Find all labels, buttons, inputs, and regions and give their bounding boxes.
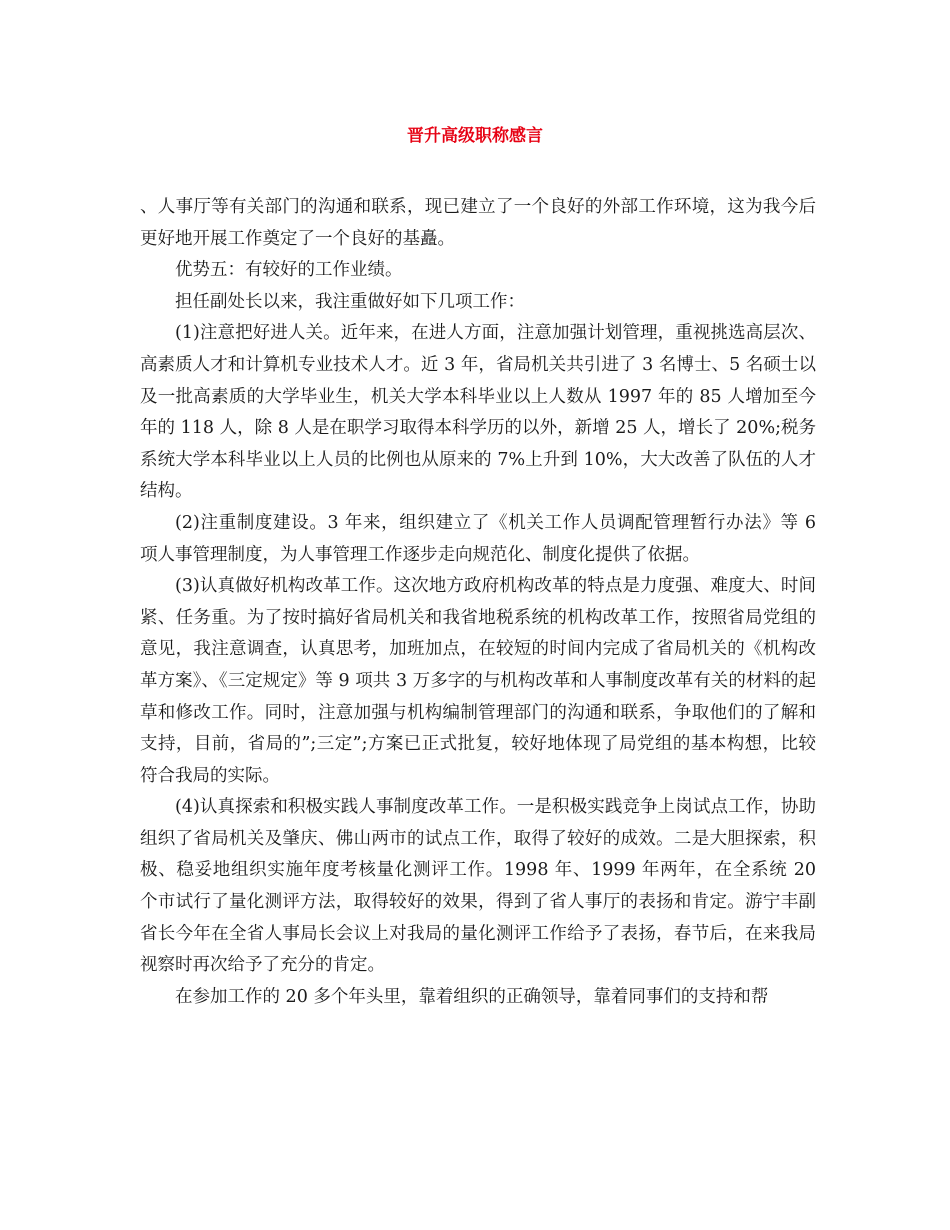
paragraph-work-intro: 担任副处长以来，我注重做好如下几项工作： (175, 291, 525, 312)
paragraph-closing: 在参加工作的 20 多个年头里，靠着组织的正确领导，靠着同事们的支持和帮 (175, 986, 769, 1007)
paragraph-continuation: 、人事厅等有关部门的沟通和联系，现已建立了一个良好的外部工作环境，这为我今后更好地开展工作奠定了一个良好的基矗。 (140, 197, 816, 249)
paragraph-advantage-five: 优势五：有较好的工作业绩。 (175, 260, 403, 281)
paragraph-item-2: (2)注重制度建设。3 年来，组织建立了《机关工作人员调配管理暂行办法》等 6 项人事管理制度，为人事管理工作逐步走向规范化、制度化提供了依据。 (140, 512, 816, 565)
document-title: 晋升高级职称感言 (407, 126, 543, 146)
paragraph-item-4: (4)认真探索和积极实践人事制度改革工作。一是积极实践竞争上岗试点工作，协助组织了省局机关及肇庆、佛山两市的试点工作，取得了较好的成效。二是大胆探索，积极、稳妥地组织实施年度考核量化测评工作。1998 年、1999 年两年，在全系统 20 个市试行了量化测评方法，取得较好的效果，得到了省人事厅的表扬和肯定。游宁丰副省长今年在全省人事局长会议上对我局的量化测评工作给予了表扬，春节后，在来我局视察时再次给予了充分的肯定。 (140, 797, 816, 976)
paragraph-item-1: (1)注意把好进人关。近年来，在进人方面，注意加强计划管理，重视挑选高层次、高素质人才和计算机专业技术人才。近 3 年，省局机关共引进了 3 名博士、5 名硕士以及一批高素质的大学毕业生，机关大学本科毕业以上人数从 1997 年的 85 人增加至今年的 118 人，除 8 人是在职学习取得本科学历的以外，新增 25 人，增长了 20%;税务系统大学本科毕业以上人员的比例也从原来的 7%上升到 10%，大大改善了队伍的人才结构。 (140, 323, 816, 502)
document-body (140, 192, 816, 1013)
paragraph-item-3: (3)认真做好机构改革工作。这次地方政府机构改革的特点是力度强、难度大、时间紧、任务重。为了按时搞好省局机关和我省地税系统的机构改革工作，按照省局党组的意见，我注意调查，认真思考，加班加点，在较短的时间内完成了省局机关的《机构改革方案》、《三定规定》等 9 项共 3 万多字的与机构改革和人事制度改革有关的材料的起草和修改工作。同时，注意加强与机构编制管理部门的沟通和联系，争取他们的了解和支持，目前，省局的”;三定”;方案已正式批复，较好地体现了局党组的基本构想，比较符合我局的实际。 (140, 576, 816, 786)
